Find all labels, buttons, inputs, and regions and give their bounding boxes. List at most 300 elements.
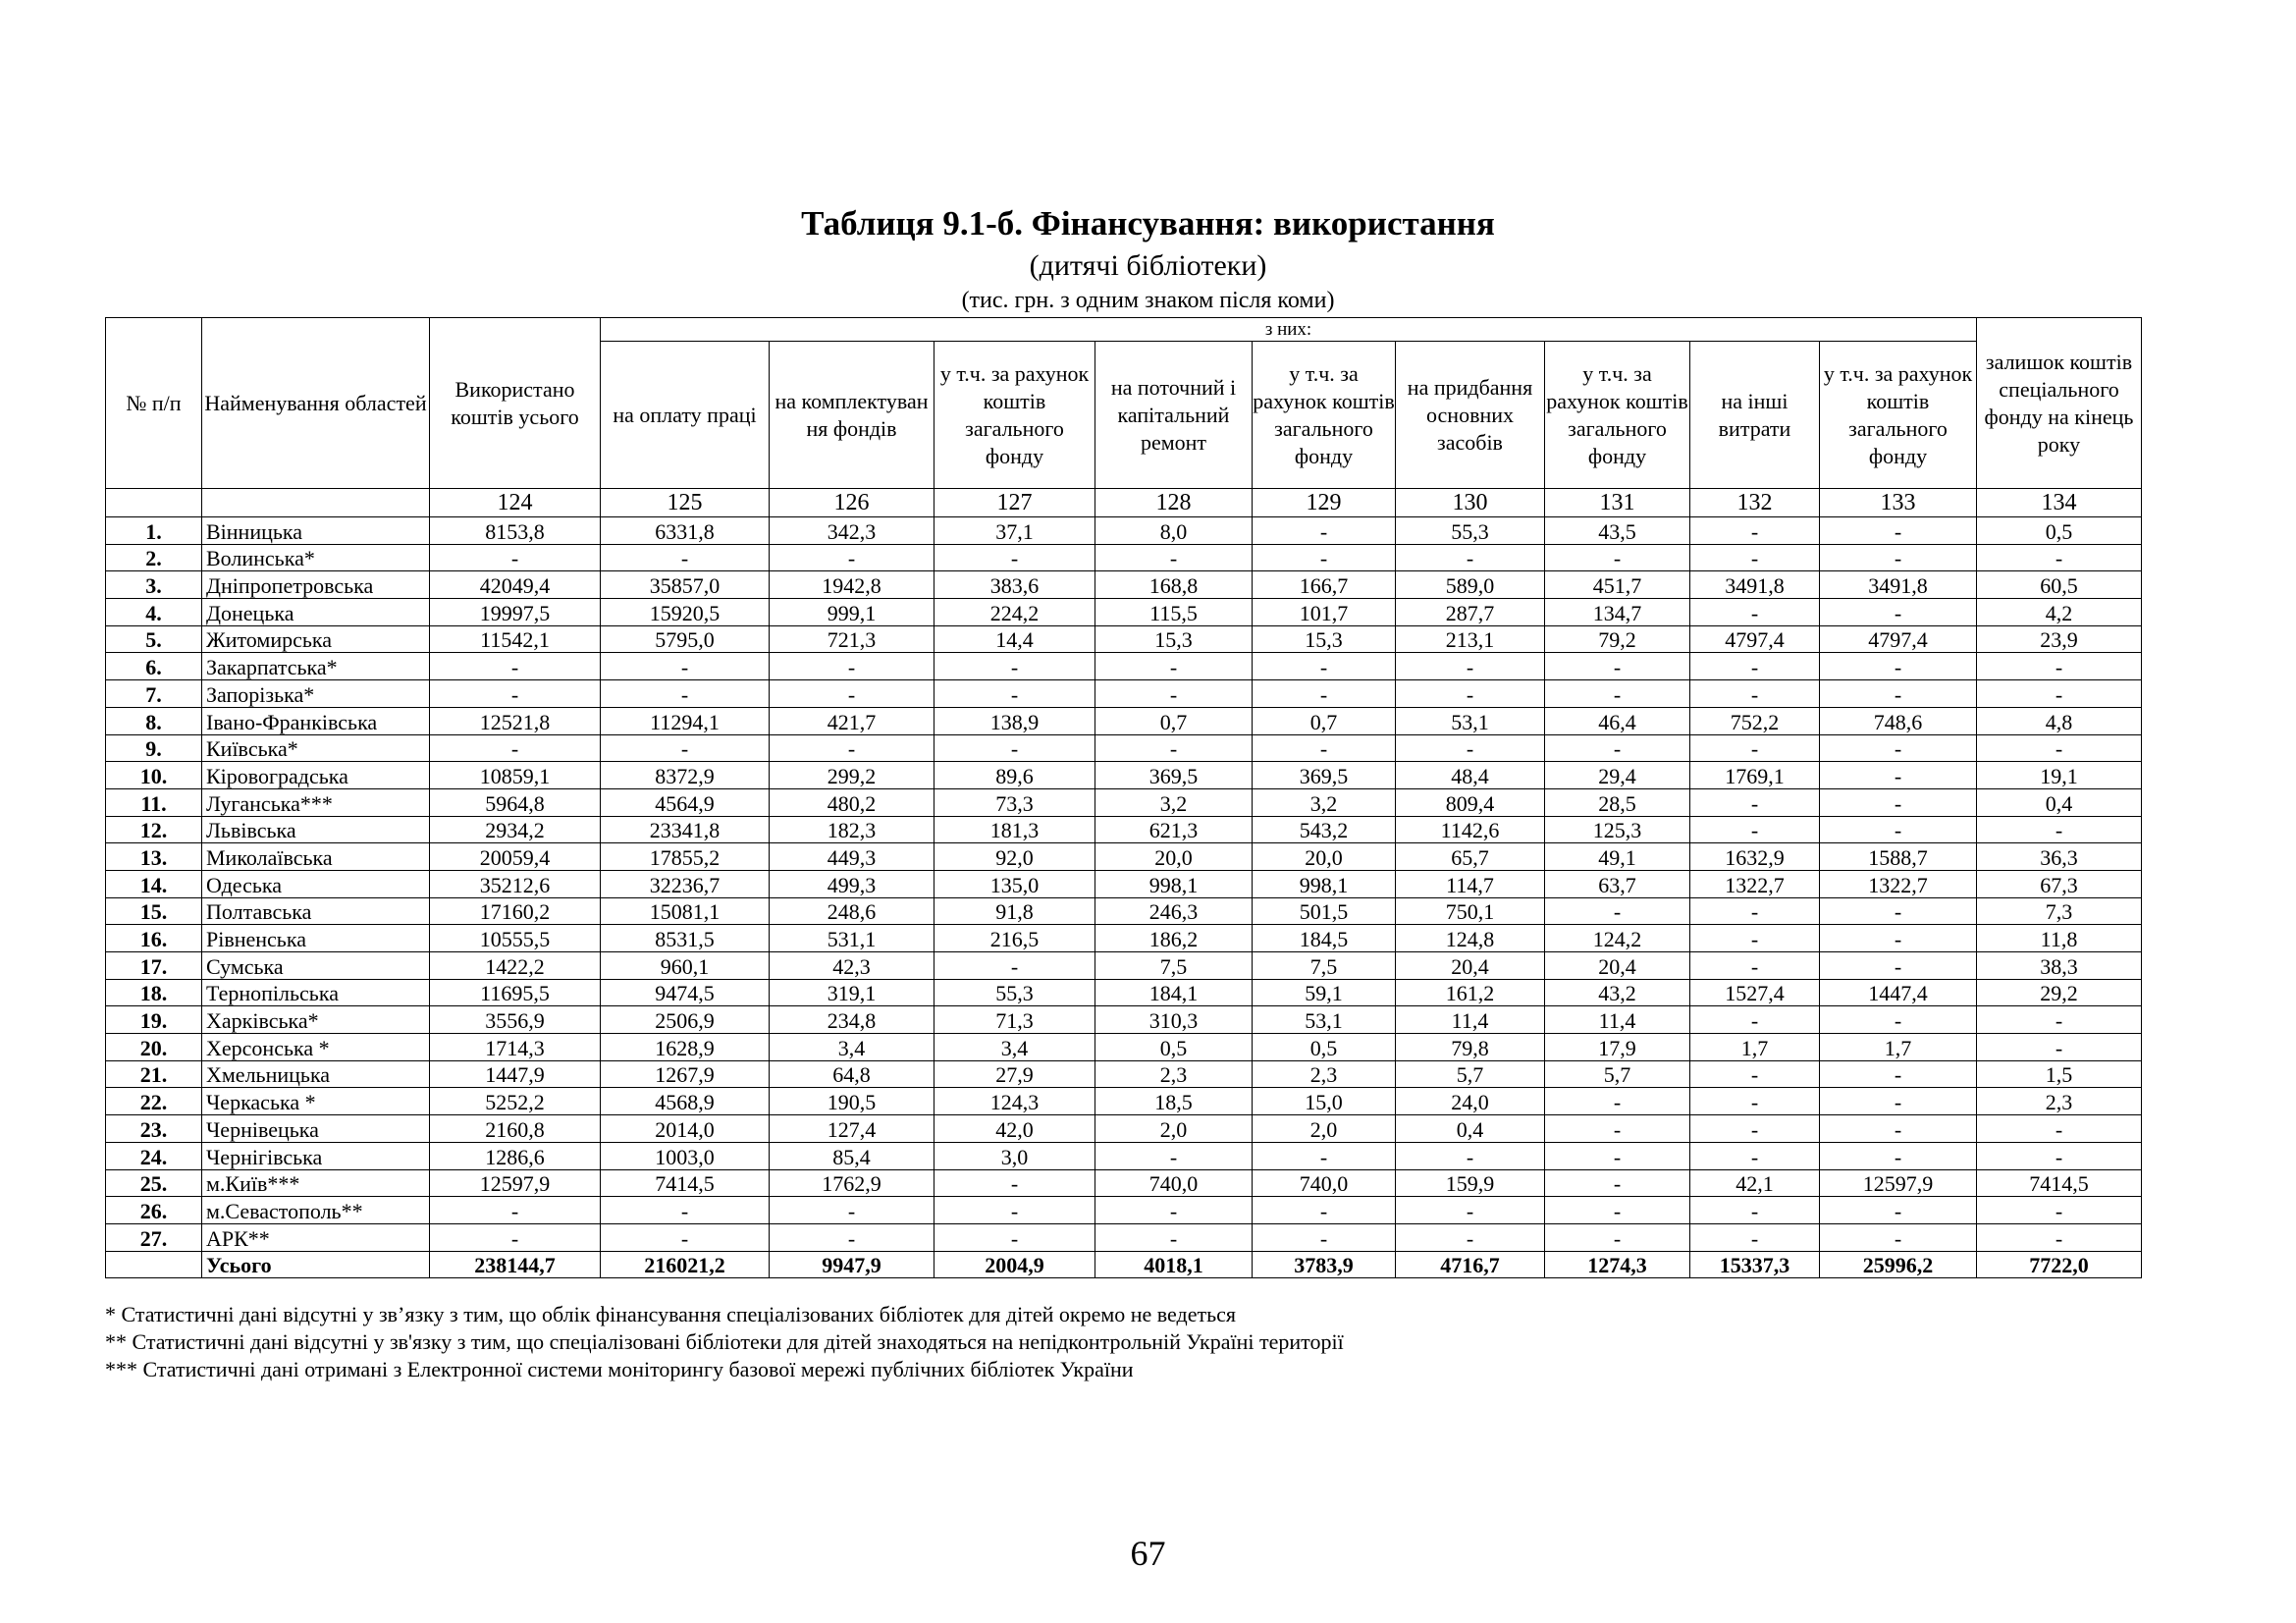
column-number: 134 bbox=[1977, 489, 2142, 517]
value-cell: - bbox=[1820, 544, 1977, 571]
value-cell: 319,1 bbox=[770, 979, 934, 1006]
region-name: Івано-Франківська bbox=[202, 707, 430, 734]
value-cell: 79,2 bbox=[1545, 625, 1690, 653]
value-cell: 4797,4 bbox=[1690, 625, 1820, 653]
value-cell: - bbox=[1690, 599, 1820, 626]
value-cell: - bbox=[1095, 1223, 1253, 1251]
value-cell: 10555,5 bbox=[430, 925, 601, 952]
row-number: 22. bbox=[106, 1088, 202, 1115]
value-cell: 15337,3 bbox=[1690, 1251, 1820, 1278]
value-cell: 27,9 bbox=[934, 1060, 1095, 1088]
value-cell: 2,3 bbox=[1095, 1060, 1253, 1088]
value-cell: - bbox=[1690, 925, 1820, 952]
header-num: № п/п bbox=[106, 318, 202, 489]
header-assets: на придбання основних засобів bbox=[1396, 342, 1545, 489]
value-cell: 12597,9 bbox=[1820, 1169, 1977, 1197]
value-cell: - bbox=[601, 653, 770, 680]
value-cell: - bbox=[1820, 680, 1977, 708]
value-cell: - bbox=[934, 1223, 1095, 1251]
value-cell: 543,2 bbox=[1253, 816, 1396, 843]
value-cell: - bbox=[1820, 517, 1977, 545]
value-cell: 1632,9 bbox=[1690, 843, 1820, 871]
value-cell: - bbox=[1396, 1142, 1545, 1169]
value-cell: 621,3 bbox=[1095, 816, 1253, 843]
value-cell: 2,0 bbox=[1253, 1115, 1396, 1143]
value-cell: - bbox=[1095, 544, 1253, 571]
value-cell: - bbox=[1820, 1223, 1977, 1251]
value-cell: - bbox=[1545, 1088, 1690, 1115]
value-cell: 740,0 bbox=[1095, 1169, 1253, 1197]
value-cell: - bbox=[1820, 816, 1977, 843]
value-cell: - bbox=[601, 544, 770, 571]
value-cell: - bbox=[1545, 734, 1690, 762]
value-cell: 2,0 bbox=[1095, 1115, 1253, 1143]
value-cell: - bbox=[1253, 680, 1396, 708]
value-cell: 216021,2 bbox=[601, 1251, 770, 1278]
value-cell: - bbox=[1545, 897, 1690, 925]
value-cell: 11,8 bbox=[1977, 925, 2142, 952]
value-cell: 299,2 bbox=[770, 762, 934, 789]
value-cell: 3491,8 bbox=[1820, 571, 1977, 599]
value-cell: - bbox=[601, 1197, 770, 1224]
row-number: 11. bbox=[106, 788, 202, 816]
value-cell: - bbox=[1396, 653, 1545, 680]
header-general-fund-1: у т.ч. за рахунок коштів загального фонду bbox=[934, 342, 1095, 489]
value-cell: 7,3 bbox=[1977, 897, 2142, 925]
value-cell: 216,5 bbox=[934, 925, 1095, 952]
region-name: Чернігівська bbox=[202, 1142, 430, 1169]
value-cell: 79,8 bbox=[1396, 1034, 1545, 1061]
value-cell: 2160,8 bbox=[430, 1115, 601, 1143]
column-number: 125 bbox=[601, 489, 770, 517]
value-cell: - bbox=[1977, 816, 2142, 843]
region-name: Рівненська bbox=[202, 925, 430, 952]
value-cell: 92,0 bbox=[934, 843, 1095, 871]
row-number: 26. bbox=[106, 1197, 202, 1224]
value-cell: 20,0 bbox=[1095, 843, 1253, 871]
value-cell: 17,9 bbox=[1545, 1034, 1690, 1061]
value-cell: 531,1 bbox=[770, 925, 934, 952]
table-row bbox=[106, 979, 2142, 1006]
header-repair: на поточний і капітальний ремонт bbox=[1095, 342, 1253, 489]
value-cell: 999,1 bbox=[770, 599, 934, 626]
header-general-fund-4: у т.ч. за рахунок коштів загального фонду bbox=[1820, 342, 1977, 489]
value-cell: 1322,7 bbox=[1820, 870, 1977, 897]
row-number: 23. bbox=[106, 1115, 202, 1143]
value-cell: 2004,9 bbox=[934, 1251, 1095, 1278]
value-cell: 4568,9 bbox=[601, 1088, 770, 1115]
value-cell: 287,7 bbox=[1396, 599, 1545, 626]
value-cell: 3556,9 bbox=[430, 1006, 601, 1034]
value-cell: 7414,5 bbox=[1977, 1169, 2142, 1197]
value-cell: 1762,9 bbox=[770, 1169, 934, 1197]
table-row bbox=[106, 1223, 2142, 1251]
units-note: (тис. грн. з одним знаком після коми) bbox=[961, 288, 1335, 313]
value-cell: - bbox=[1253, 1142, 1396, 1169]
table-row bbox=[106, 1197, 2142, 1224]
value-cell: - bbox=[1545, 1115, 1690, 1143]
value-cell: 4716,7 bbox=[1396, 1251, 1545, 1278]
value-cell: - bbox=[1820, 925, 1977, 952]
region-name: Київська* bbox=[202, 734, 430, 762]
value-cell: 4018,1 bbox=[1095, 1251, 1253, 1278]
value-cell: 134,7 bbox=[1545, 599, 1690, 626]
row-number: 2. bbox=[106, 544, 202, 571]
value-cell: - bbox=[1977, 1197, 2142, 1224]
value-cell: - bbox=[1690, 544, 1820, 571]
table-row bbox=[106, 816, 2142, 843]
value-cell: 36,3 bbox=[1977, 843, 2142, 871]
value-cell: 721,3 bbox=[770, 625, 934, 653]
value-cell: 168,8 bbox=[1095, 571, 1253, 599]
value-cell: 589,0 bbox=[1396, 571, 1545, 599]
value-cell: 1942,8 bbox=[770, 571, 934, 599]
region-name: Луганська*** bbox=[202, 788, 430, 816]
table-row bbox=[106, 1006, 2142, 1034]
region-name: Закарпатська* bbox=[202, 653, 430, 680]
value-cell: 451,7 bbox=[1545, 571, 1690, 599]
header-salary: на оплату праці bbox=[601, 342, 770, 489]
value-cell: - bbox=[1977, 680, 2142, 708]
value-cell: - bbox=[1820, 1060, 1977, 1088]
value-cell: 42,3 bbox=[770, 952, 934, 980]
value-cell: 0,7 bbox=[1095, 707, 1253, 734]
table-body bbox=[106, 517, 2142, 1278]
value-cell: - bbox=[1820, 734, 1977, 762]
value-cell: 11,4 bbox=[1545, 1006, 1690, 1034]
value-cell: - bbox=[1095, 734, 1253, 762]
value-cell: 6331,8 bbox=[601, 517, 770, 545]
value-cell: 55,3 bbox=[934, 979, 1095, 1006]
value-cell: - bbox=[1396, 1223, 1545, 1251]
value-cell: 7722,0 bbox=[1977, 1251, 2142, 1278]
column-number: 128 bbox=[1095, 489, 1253, 517]
value-cell: - bbox=[1545, 1169, 1690, 1197]
value-cell: 752,2 bbox=[1690, 707, 1820, 734]
value-cell: - bbox=[1977, 1115, 2142, 1143]
value-cell: 35212,6 bbox=[430, 870, 601, 897]
region-name: Полтавська bbox=[202, 897, 430, 925]
value-cell: 4,2 bbox=[1977, 599, 2142, 626]
value-cell: 17160,2 bbox=[430, 897, 601, 925]
row-number: 4. bbox=[106, 599, 202, 626]
value-cell: 3783,9 bbox=[1253, 1251, 1396, 1278]
footnote: ** Статистичні дані відсутні у зв'язку з тим, що спеціалізовані бібліотеки для дітей знаходяться на непідконтрольній Україні території bbox=[105, 1329, 1344, 1354]
value-cell: - bbox=[1690, 1142, 1820, 1169]
value-cell: 20059,4 bbox=[430, 843, 601, 871]
table-row bbox=[106, 1169, 2142, 1197]
value-cell: 1274,3 bbox=[1545, 1251, 1690, 1278]
value-cell: 369,5 bbox=[1253, 762, 1396, 789]
value-cell: - bbox=[770, 544, 934, 571]
region-name: Усього bbox=[202, 1251, 430, 1278]
value-cell: 369,5 bbox=[1095, 762, 1253, 789]
value-cell: 65,7 bbox=[1396, 843, 1545, 871]
value-cell: - bbox=[1253, 517, 1396, 545]
table-row bbox=[106, 788, 2142, 816]
row-number bbox=[106, 1251, 202, 1278]
value-cell: 29,2 bbox=[1977, 979, 2142, 1006]
row-number: 12. bbox=[106, 816, 202, 843]
value-cell: 748,6 bbox=[1820, 707, 1977, 734]
value-cell: - bbox=[934, 1169, 1095, 1197]
table-row bbox=[106, 517, 2142, 545]
value-cell: 23341,8 bbox=[601, 816, 770, 843]
value-cell: 9947,9 bbox=[770, 1251, 934, 1278]
value-cell: 2,3 bbox=[1977, 1088, 2142, 1115]
column-number: 127 bbox=[934, 489, 1095, 517]
value-cell: 0,5 bbox=[1095, 1034, 1253, 1061]
value-cell: 60,5 bbox=[1977, 571, 2142, 599]
value-cell: 5964,8 bbox=[430, 788, 601, 816]
value-cell: 501,5 bbox=[1253, 897, 1396, 925]
value-cell: 7414,5 bbox=[601, 1169, 770, 1197]
value-cell: 5252,2 bbox=[430, 1088, 601, 1115]
region-name: Миколаївська bbox=[202, 843, 430, 871]
value-cell: 184,1 bbox=[1095, 979, 1253, 1006]
header-other: на інші витрати bbox=[1690, 342, 1820, 489]
value-cell: 0,4 bbox=[1977, 788, 2142, 816]
value-cell: - bbox=[1977, 734, 2142, 762]
value-cell: - bbox=[934, 952, 1095, 980]
row-number: 6. bbox=[106, 653, 202, 680]
value-cell: - bbox=[1690, 1223, 1820, 1251]
value-cell: - bbox=[601, 1223, 770, 1251]
value-cell: - bbox=[1820, 653, 1977, 680]
value-cell: 0,4 bbox=[1396, 1115, 1545, 1143]
table-row bbox=[106, 843, 2142, 871]
value-cell: 124,2 bbox=[1545, 925, 1690, 952]
value-cell: - bbox=[1690, 1115, 1820, 1143]
value-cell: 184,5 bbox=[1253, 925, 1396, 952]
header-general-fund-3: у т.ч. за рахунок коштів загального фонду bbox=[1545, 342, 1690, 489]
value-cell: 750,1 bbox=[1396, 897, 1545, 925]
value-cell: - bbox=[1690, 653, 1820, 680]
value-cell: - bbox=[1545, 1142, 1690, 1169]
value-cell: - bbox=[1977, 653, 2142, 680]
value-cell: - bbox=[1820, 897, 1977, 925]
table-row bbox=[106, 925, 2142, 952]
value-cell: - bbox=[1253, 653, 1396, 680]
value-cell: 246,3 bbox=[1095, 897, 1253, 925]
value-cell: - bbox=[1820, 1088, 1977, 1115]
region-name: Волинська* bbox=[202, 544, 430, 571]
region-name: Одеська bbox=[202, 870, 430, 897]
value-cell: 29,4 bbox=[1545, 762, 1690, 789]
value-cell: 89,6 bbox=[934, 762, 1095, 789]
value-cell: - bbox=[934, 734, 1095, 762]
value-cell: 1,5 bbox=[1977, 1060, 2142, 1088]
region-name: м.Київ*** bbox=[202, 1169, 430, 1197]
value-cell: 8531,5 bbox=[601, 925, 770, 952]
value-cell: 421,7 bbox=[770, 707, 934, 734]
value-cell: - bbox=[770, 734, 934, 762]
value-cell: 15081,1 bbox=[601, 897, 770, 925]
value-cell: - bbox=[430, 544, 601, 571]
region-name: Хмельницька bbox=[202, 1060, 430, 1088]
value-cell: 3,2 bbox=[1095, 788, 1253, 816]
table-row bbox=[106, 680, 2142, 708]
table-subtitle: (дитячі бібліотеки) bbox=[1029, 249, 1267, 282]
value-cell: 4797,4 bbox=[1820, 625, 1977, 653]
value-cell: 91,8 bbox=[934, 897, 1095, 925]
column-number: 132 bbox=[1690, 489, 1820, 517]
value-cell: 10859,1 bbox=[430, 762, 601, 789]
header-funds: на комплектуван ня фондів bbox=[770, 342, 934, 489]
value-cell: 248,6 bbox=[770, 897, 934, 925]
column-number: 124 bbox=[430, 489, 601, 517]
row-number: 16. bbox=[106, 925, 202, 952]
row-number: 15. bbox=[106, 897, 202, 925]
value-cell: 7,5 bbox=[1253, 952, 1396, 980]
header-of-which: з них: bbox=[601, 318, 1977, 342]
value-cell: 238144,7 bbox=[430, 1251, 601, 1278]
value-cell: 5,7 bbox=[1396, 1060, 1545, 1088]
value-cell: 35857,0 bbox=[601, 571, 770, 599]
value-cell: - bbox=[1545, 680, 1690, 708]
column-number: 130 bbox=[1396, 489, 1545, 517]
table-row bbox=[106, 1142, 2142, 1169]
value-cell: - bbox=[1095, 653, 1253, 680]
value-cell: 42,0 bbox=[934, 1115, 1095, 1143]
value-cell: - bbox=[934, 544, 1095, 571]
value-cell: - bbox=[1690, 1006, 1820, 1034]
value-cell: 9474,5 bbox=[601, 979, 770, 1006]
value-cell: 67,3 bbox=[1977, 870, 2142, 897]
value-cell: 182,3 bbox=[770, 816, 934, 843]
header-used: Використано коштів усього bbox=[430, 318, 601, 489]
value-cell: 127,4 bbox=[770, 1115, 934, 1143]
value-cell: - bbox=[1977, 1142, 2142, 1169]
value-cell: 124,3 bbox=[934, 1088, 1095, 1115]
region-name: Херсонська * bbox=[202, 1034, 430, 1061]
value-cell: - bbox=[1690, 680, 1820, 708]
value-cell: 42,1 bbox=[1690, 1169, 1820, 1197]
row-number: 18. bbox=[106, 979, 202, 1006]
value-cell: 1422,2 bbox=[430, 952, 601, 980]
value-cell: - bbox=[1820, 788, 1977, 816]
row-number: 13. bbox=[106, 843, 202, 871]
value-cell: 234,8 bbox=[770, 1006, 934, 1034]
value-cell: 3,2 bbox=[1253, 788, 1396, 816]
value-cell: 53,1 bbox=[1396, 707, 1545, 734]
value-cell: - bbox=[770, 1223, 934, 1251]
value-cell: 11695,5 bbox=[430, 979, 601, 1006]
value-cell: 499,3 bbox=[770, 870, 934, 897]
table-row bbox=[106, 707, 2142, 734]
value-cell: 1447,9 bbox=[430, 1060, 601, 1088]
value-cell: 43,5 bbox=[1545, 517, 1690, 545]
value-cell: - bbox=[934, 1197, 1095, 1224]
value-cell: 59,1 bbox=[1253, 979, 1396, 1006]
value-cell: - bbox=[1820, 599, 1977, 626]
value-cell: 1003,0 bbox=[601, 1142, 770, 1169]
value-cell: 2014,0 bbox=[601, 1115, 770, 1143]
value-cell: 449,3 bbox=[770, 843, 934, 871]
footnote: * Статистичні дані відсутні у зв’язку з тим, що облік фінансування спеціалізованих бібліотек для дітей окремо не ведеться bbox=[105, 1302, 1237, 1326]
value-cell: - bbox=[1690, 1060, 1820, 1088]
value-cell: 213,1 bbox=[1396, 625, 1545, 653]
value-cell: 71,3 bbox=[934, 1006, 1095, 1034]
value-cell: 135,0 bbox=[934, 870, 1095, 897]
value-cell: 1322,7 bbox=[1690, 870, 1820, 897]
value-cell: 342,3 bbox=[770, 517, 934, 545]
value-cell: - bbox=[1095, 680, 1253, 708]
value-cell: 3491,8 bbox=[1690, 571, 1820, 599]
value-cell: 63,7 bbox=[1545, 870, 1690, 897]
table-row bbox=[106, 952, 2142, 980]
value-cell: 5,7 bbox=[1545, 1060, 1690, 1088]
value-cell: - bbox=[934, 680, 1095, 708]
value-cell: 3,4 bbox=[934, 1034, 1095, 1061]
value-cell: 15,0 bbox=[1253, 1088, 1396, 1115]
value-cell: 11294,1 bbox=[601, 707, 770, 734]
footnotes bbox=[105, 1301, 1344, 1383]
value-cell: 186,2 bbox=[1095, 925, 1253, 952]
value-cell: - bbox=[1690, 952, 1820, 980]
region-name: Запорізька* bbox=[202, 680, 430, 708]
value-cell: - bbox=[770, 1197, 934, 1224]
column-number-blank bbox=[202, 489, 430, 517]
value-cell: 1714,3 bbox=[430, 1034, 601, 1061]
row-number: 1. bbox=[106, 517, 202, 545]
column-number: 133 bbox=[1820, 489, 1977, 517]
value-cell: 960,1 bbox=[601, 952, 770, 980]
value-cell: 42049,4 bbox=[430, 571, 601, 599]
value-cell: 11,4 bbox=[1396, 1006, 1545, 1034]
value-cell: 159,9 bbox=[1396, 1169, 1545, 1197]
row-number: 25. bbox=[106, 1169, 202, 1197]
value-cell: 1267,9 bbox=[601, 1060, 770, 1088]
value-cell: 14,4 bbox=[934, 625, 1095, 653]
value-cell: - bbox=[1690, 1088, 1820, 1115]
value-cell: 2934,2 bbox=[430, 816, 601, 843]
region-name: Вінницька bbox=[202, 517, 430, 545]
row-number: 19. bbox=[106, 1006, 202, 1034]
region-name: м.Севастополь** bbox=[202, 1197, 430, 1224]
value-cell: 25996,2 bbox=[1820, 1251, 1977, 1278]
value-cell: 19997,5 bbox=[430, 599, 601, 626]
value-cell: 49,1 bbox=[1545, 843, 1690, 871]
value-cell: 20,4 bbox=[1396, 952, 1545, 980]
value-cell: 1142,6 bbox=[1396, 816, 1545, 843]
value-cell: - bbox=[1545, 1197, 1690, 1224]
value-cell: - bbox=[1396, 1197, 1545, 1224]
value-cell: - bbox=[1977, 1006, 2142, 1034]
value-cell: 20,4 bbox=[1545, 952, 1690, 980]
value-cell: - bbox=[430, 653, 601, 680]
table-row bbox=[106, 762, 2142, 789]
value-cell: 161,2 bbox=[1396, 979, 1545, 1006]
value-cell: 383,6 bbox=[934, 571, 1095, 599]
column-number-blank bbox=[106, 489, 202, 517]
value-cell: 11542,1 bbox=[430, 625, 601, 653]
value-cell: 43,2 bbox=[1545, 979, 1690, 1006]
table-row bbox=[106, 870, 2142, 897]
value-cell: - bbox=[1690, 517, 1820, 545]
column-number: 131 bbox=[1545, 489, 1690, 517]
value-cell: - bbox=[1545, 653, 1690, 680]
value-cell: 15,3 bbox=[1095, 625, 1253, 653]
page-number: 67 bbox=[1130, 1534, 1166, 1573]
value-cell: 3,4 bbox=[770, 1034, 934, 1061]
value-cell: 0,5 bbox=[1977, 517, 2142, 545]
column-number: 126 bbox=[770, 489, 934, 517]
row-number: 24. bbox=[106, 1142, 202, 1169]
row-number: 3. bbox=[106, 571, 202, 599]
table-row bbox=[106, 544, 2142, 571]
value-cell: 115,5 bbox=[1095, 599, 1253, 626]
